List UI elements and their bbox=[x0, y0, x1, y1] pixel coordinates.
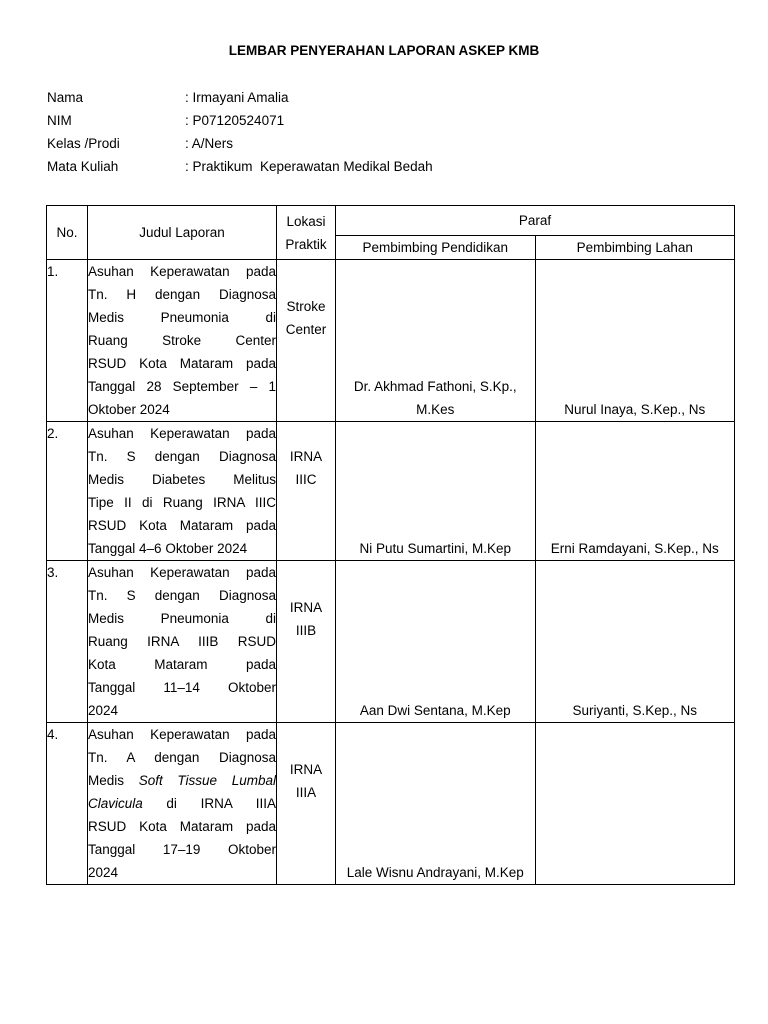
row-number: 3. bbox=[47, 561, 88, 723]
report-title-line: Asuhan Keperawatan pada bbox=[88, 565, 276, 580]
location-line: IRNA bbox=[289, 449, 323, 464]
report-title-italic-text: Soft Tissue Lumbal bbox=[138, 773, 277, 788]
pembimbing-pendidikan-name: M.Kes bbox=[416, 402, 455, 417]
info-label: NIM bbox=[47, 113, 72, 128]
report-title-line: Asuhan Keperawatan pada bbox=[88, 426, 276, 441]
report-title-line: Medis Diabetes Melitus bbox=[88, 472, 276, 487]
pembimbing-pendidikan-cell bbox=[336, 260, 536, 422]
report-table bbox=[46, 205, 735, 885]
info-value: : Irmayani Amalia bbox=[185, 90, 289, 105]
report-title-line: Kota Mataram pada bbox=[88, 657, 276, 672]
header-paraf: Paraf bbox=[336, 206, 735, 236]
row-number: 2. bbox=[47, 422, 88, 561]
pembimbing-pendidikan-cell bbox=[336, 561, 536, 723]
header-lokasi-line: Praktik bbox=[285, 236, 327, 252]
info-value: : A/Ners bbox=[185, 136, 234, 151]
student-info bbox=[47, 86, 727, 178]
info-row-nama bbox=[47, 86, 727, 109]
document-title: LEMBAR PENYERAHAN LAPORAN ASKEP KMB bbox=[228, 43, 540, 58]
pembimbing-pendidikan-name: Lale Wisnu Andrayani, M.Kep bbox=[346, 865, 524, 880]
report-title-line: Tipe II di Ruang IRNA IIIC bbox=[88, 495, 276, 510]
header-judul: Judul Laporan bbox=[88, 206, 277, 260]
report-title-italic-text: Clavicula bbox=[88, 796, 143, 811]
report-title-line: Tn. A dengan Diagnosa bbox=[88, 750, 276, 765]
location-line: Center bbox=[285, 321, 327, 337]
location-line: IRNA bbox=[289, 599, 323, 615]
report-title-text: di IRNA IIIA bbox=[142, 796, 276, 811]
table-row bbox=[47, 561, 735, 723]
info-label: Nama bbox=[47, 90, 84, 105]
pembimbing-pendidikan-name: Aan Dwi Sentana, M.Kep bbox=[359, 703, 511, 718]
pembimbing-lahan-name: Suriyanti, S.Kep., Ns bbox=[572, 703, 698, 718]
report-title-line: Tanggal 28 September – 1 bbox=[88, 379, 276, 394]
report-title-line: 2024 bbox=[88, 865, 119, 880]
info-label: Kelas /Prodi bbox=[47, 136, 120, 151]
pembimbing-lahan-cell bbox=[535, 422, 735, 561]
row-number: 1. bbox=[47, 260, 88, 422]
info-label: Mata Kuliah bbox=[47, 159, 119, 174]
info-value: : Praktikum Keperawatan Medikal Bedah bbox=[185, 159, 433, 174]
report-title-line: Tn. S dengan Diagnosa bbox=[88, 449, 276, 464]
pembimbing-pendidikan-cell bbox=[336, 723, 536, 885]
location-line: IIIB bbox=[295, 622, 317, 638]
report-title-line: Medis Pneumonia di bbox=[88, 611, 276, 626]
report-title-line bbox=[88, 792, 276, 815]
report-title-line: Ruang IRNA IIIB RSUD bbox=[88, 634, 276, 649]
location-line: IIIA bbox=[295, 784, 317, 800]
report-title-cell bbox=[88, 422, 277, 561]
report-title-line: Tanggal 4–6 Oktober 2024 bbox=[88, 541, 248, 556]
report-title-line: Tn. H dengan Diagnosa bbox=[88, 287, 276, 302]
report-title-line: Medis Pneumonia di bbox=[88, 310, 276, 325]
info-row-mata-kuliah bbox=[47, 155, 727, 178]
location-line: IIIC bbox=[295, 472, 317, 487]
info-value: : P07120524071 bbox=[185, 113, 285, 128]
report-title-cell bbox=[88, 260, 277, 422]
location-cell bbox=[277, 723, 336, 885]
pembimbing-lahan-cell bbox=[535, 723, 735, 885]
pembimbing-pendidikan-name: Dr. Akhmad Fathoni, S.Kp., bbox=[353, 379, 517, 394]
table-row bbox=[47, 260, 735, 422]
pembimbing-lahan-name: Erni Ramdayani, S.Kep., Ns bbox=[550, 541, 719, 556]
report-title-line bbox=[88, 769, 276, 792]
info-row-nim bbox=[47, 109, 727, 132]
report-title-line: Asuhan Keperawatan pada bbox=[88, 727, 276, 742]
report-title-line: 2024 bbox=[88, 703, 119, 718]
header-lokasi bbox=[277, 206, 336, 260]
pembimbing-lahan-cell bbox=[535, 260, 735, 422]
table-row bbox=[47, 723, 735, 885]
report-title-cell bbox=[88, 723, 277, 885]
header-lokasi-line: Lokasi bbox=[286, 213, 326, 229]
report-title-line: Ruang Stroke Center bbox=[88, 333, 276, 348]
location-line: Stroke bbox=[286, 298, 326, 314]
report-title-line: Tanggal 17–19 Oktober bbox=[88, 842, 276, 857]
location-cell bbox=[277, 260, 336, 422]
report-title-line: Tanggal 11–14 Oktober bbox=[88, 680, 276, 695]
pembimbing-lahan-cell bbox=[535, 561, 735, 723]
report-title-text: Medis bbox=[88, 773, 139, 788]
report-title-line: Tn. S dengan Diagnosa bbox=[88, 588, 276, 603]
pembimbing-pendidikan-cell bbox=[336, 422, 536, 561]
pembimbing-lahan-name: Nurul Inaya, S.Kep., Ns bbox=[564, 402, 706, 417]
location-cell bbox=[277, 422, 336, 561]
location-cell bbox=[277, 561, 336, 723]
header-no: No. bbox=[47, 206, 88, 260]
report-title-line: RSUD Kota Mataram pada bbox=[88, 356, 276, 371]
pembimbing-pendidikan-name: Ni Putu Sumartini, M.Kep bbox=[359, 541, 512, 556]
header-pembimbing-lahan: Pembimbing Lahan bbox=[535, 236, 735, 260]
location-line: IRNA bbox=[289, 761, 323, 777]
info-row-kelas bbox=[47, 132, 727, 155]
report-title-line: Asuhan Keperawatan pada bbox=[88, 264, 276, 279]
report-title-line: RSUD Kota Mataram pada bbox=[88, 518, 276, 533]
header-pembimbing-pendidikan: Pembimbing Pendidikan bbox=[336, 236, 536, 260]
report-title-line: Oktober 2024 bbox=[88, 402, 170, 417]
table-row bbox=[47, 422, 735, 561]
row-number: 4. bbox=[47, 723, 88, 885]
report-title-line: RSUD Kota Mataram pada bbox=[88, 819, 276, 834]
report-title-cell bbox=[88, 561, 277, 723]
